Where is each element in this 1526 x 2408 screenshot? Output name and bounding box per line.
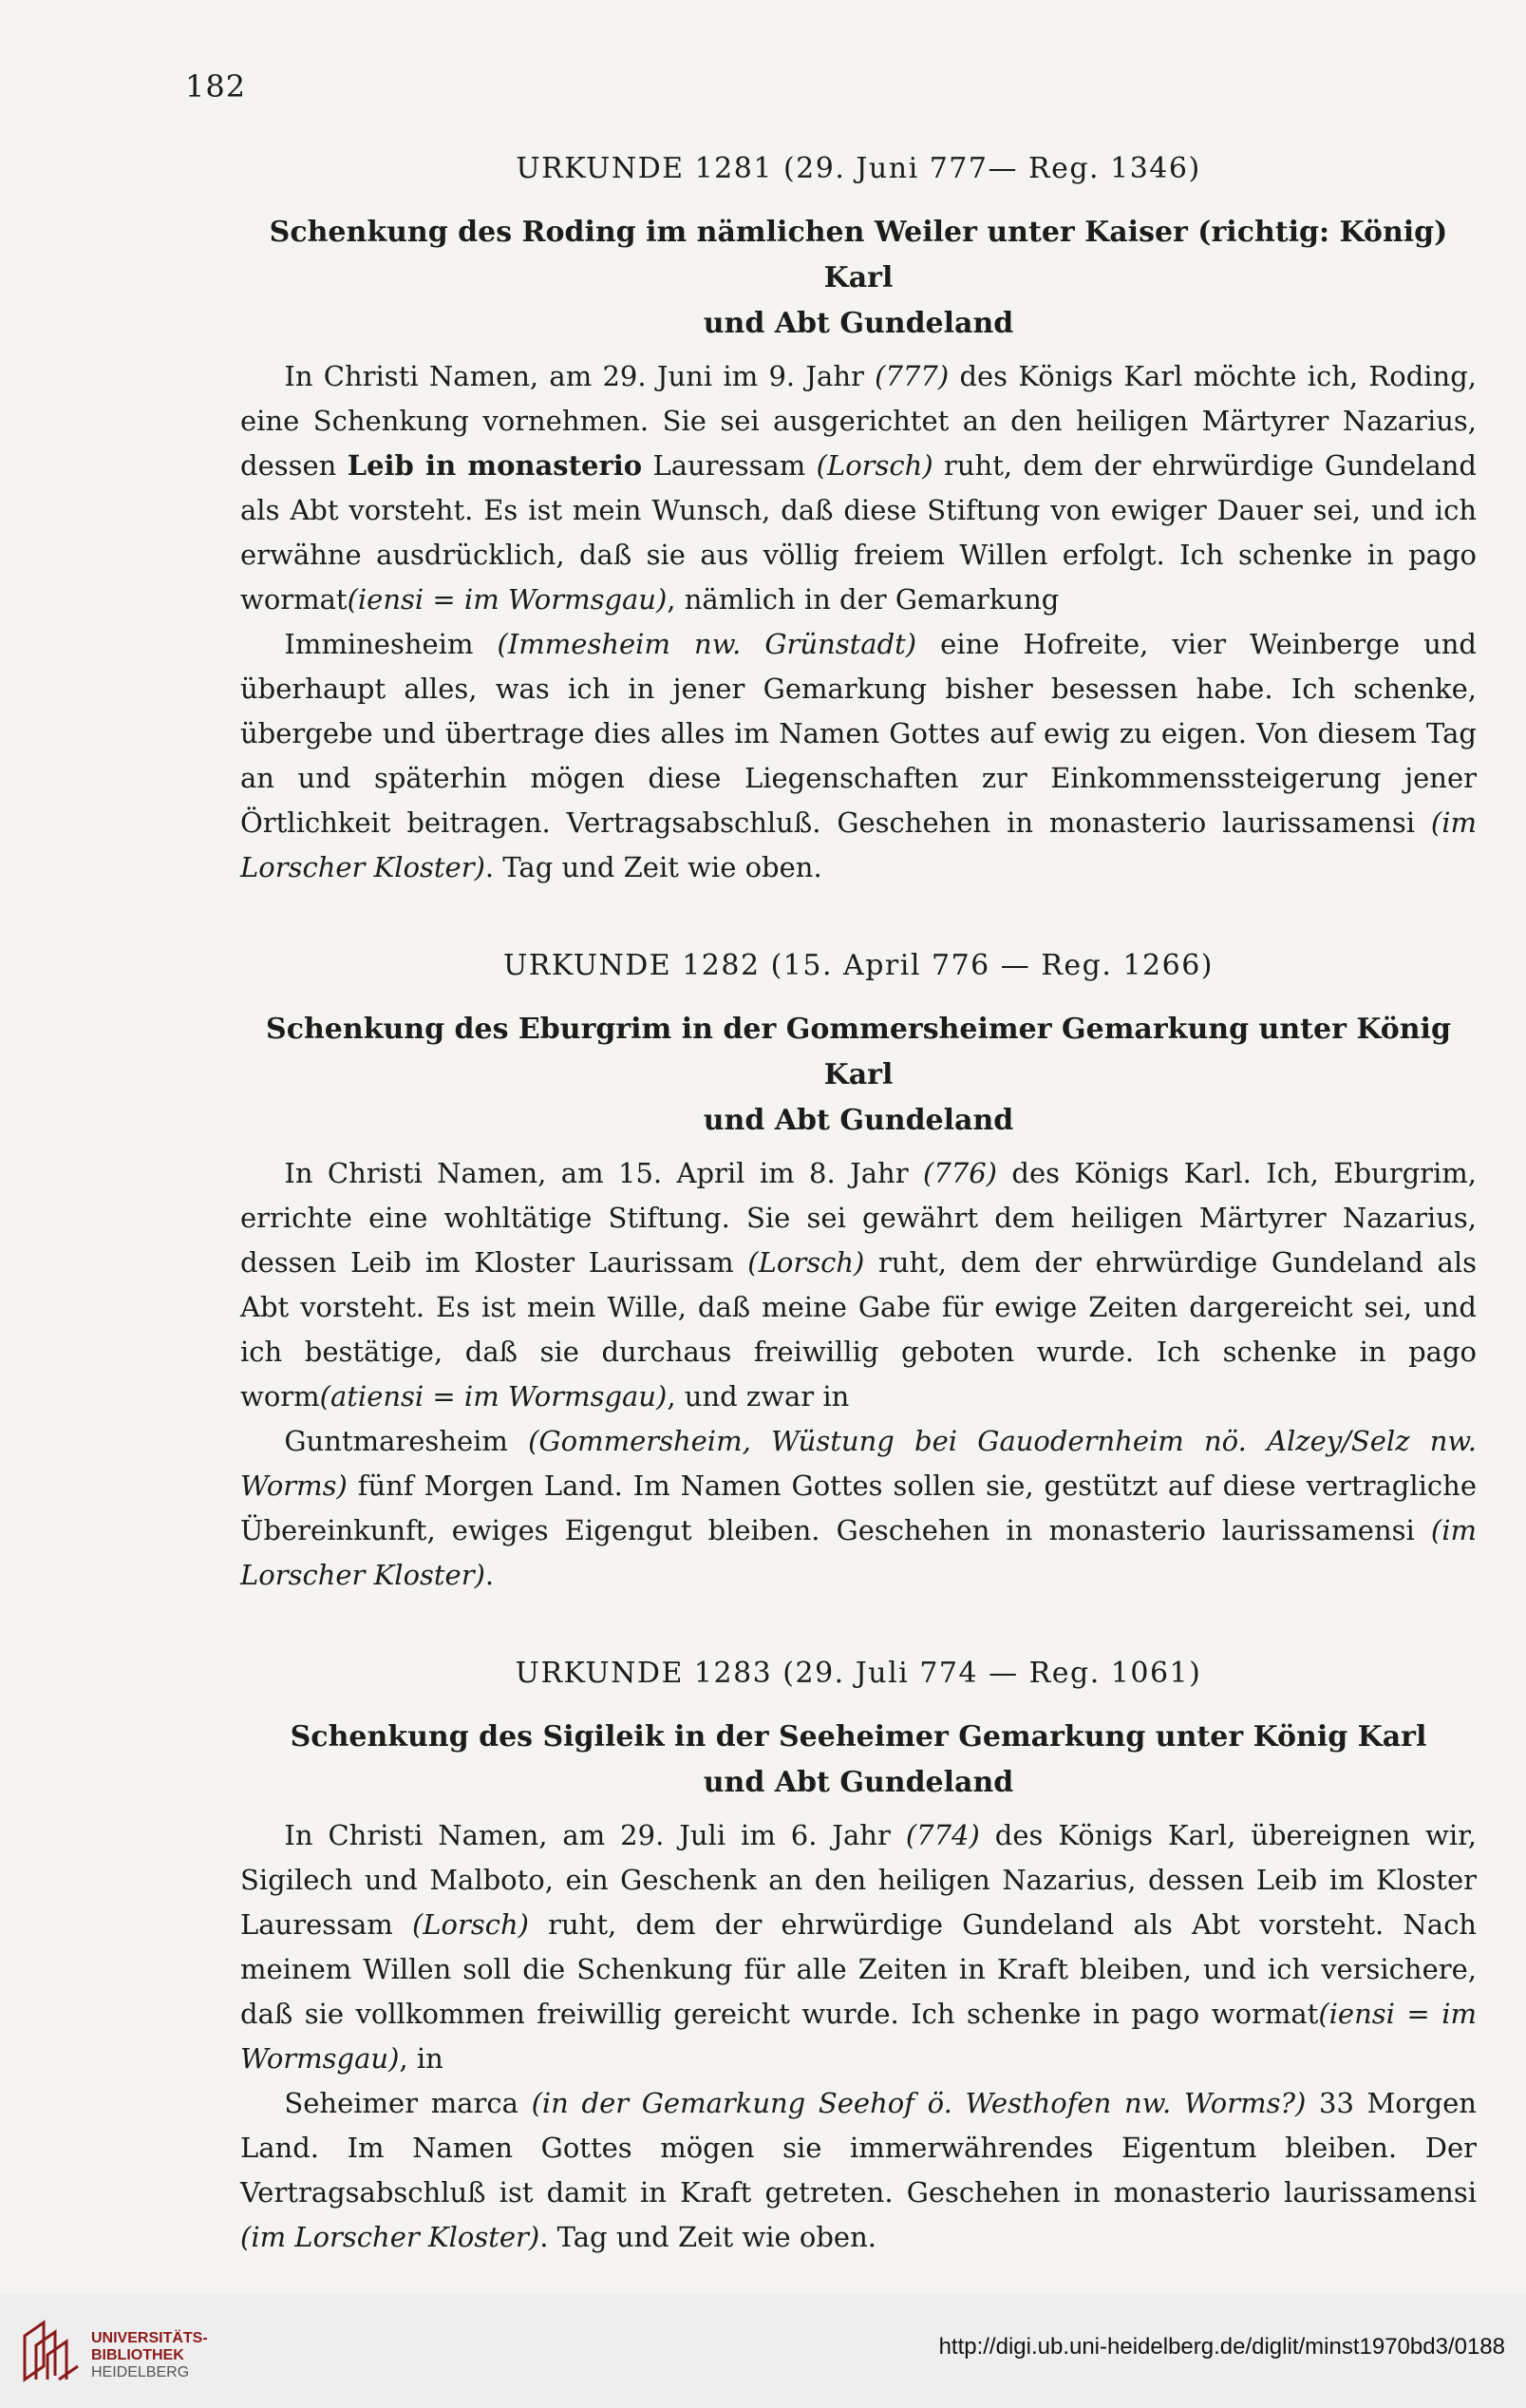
text-run: des Königs Karl möchte ich, Roding, eine Schenkung vornehmen. Sie sei ausgerichtet an den heiligen Märtyrer Nazarius, dessen <box>240 360 1477 482</box>
document-subtitle-line: Schenkung des Eburgrim in der Gommersheimer Gemarkung unter König Karl <box>266 1013 1451 1091</box>
paragraph <box>240 622 1477 890</box>
page-number: 182 <box>185 68 247 104</box>
footer-bar <box>0 2294 1526 2408</box>
paragraph <box>240 2081 1477 2260</box>
italic-text: (atiensi = im Wormsgau) <box>319 1380 668 1413</box>
document-subtitle <box>240 1007 1477 1144</box>
italic-text: (im Lorscher Kloster) <box>240 1514 1477 1591</box>
document-title: URKUNDE 1282 (15. April 776 — Reg. 1266) <box>502 949 1214 982</box>
italic-text: (iensi = im Wormsgau) <box>347 583 668 616</box>
text-run: fünf Morgen Land. Im Namen Gottes sollen sie, gestützt auf diese vertragliche Übereinkunft, ewiges Eigengut bleiben. Geschehen in monasterio laurissamensi <box>240 1469 1477 1546</box>
text-run: Lauressam <box>642 449 817 482</box>
document-subtitle-line: Schenkung des Sigileik in der Seeheimer Gemarkung unter König Karl <box>290 1720 1427 1754</box>
italic-text: (777) <box>875 360 950 392</box>
paragraph <box>240 1419 1477 1598</box>
italic-text: (Lorsch) <box>816 449 933 482</box>
italic-text: (iensi = im Wormsgau) <box>240 1998 1477 2075</box>
italic-text: (im Lorscher Kloster) <box>240 806 1477 883</box>
paragraph <box>240 1813 1477 2081</box>
document-title: URKUNDE 1283 (29. Juli 774 — Reg. 1061) <box>515 1657 1202 1690</box>
library-logo-icon[interactable] <box>19 2317 84 2385</box>
text-run: . <box>484 1559 495 1591</box>
text-run: In Christi Namen, am 15. April im 8. Jahr <box>284 1157 923 1189</box>
text-run: 33 Morgen Land. Im Namen Gottes mögen sie immerwährendes Eigentum bleiben. Der Vertragsabschluß ist damit in Kraft getreten. Geschehen in monasterio laurissamensi <box>240 2087 1477 2209</box>
library-name-line: HEIDELBERG <box>91 2364 190 2380</box>
library-name <box>91 2330 208 2381</box>
text-run: ruht, dem der ehrwürdige Gundeland als Abt vorsteht. Es ist mein Wille, daß meine Gabe für ewige Zeiten dargereicht sei, und ich bestätige, daß sie durchaus freiwillig geboten wurde. Ich schenke in pago worm <box>240 1246 1477 1413</box>
text-run: des Königs Karl, übereignen wir, Sigilech und Malboto, ein Geschenk an den heiligen Nazarius, dessen Leib im Kloster Lauressam <box>240 1819 1478 1941</box>
text-run: ruht, dem der ehrwürdige Gundeland als Abt vorsteht. Nach meinem Willen soll die Schenkung für alle Zeiten in Kraft bleiben, und ich versichere, daß sie vollkommen freiwillig gereicht wurde. Ich schenke in pago wormat <box>240 1908 1477 2030</box>
document-subtitle-line: und Abt Gundeland <box>703 1104 1014 1137</box>
library-name-line: UNIVERSITÄTS- <box>91 2330 208 2346</box>
text-run: In Christi Namen, am 29. Juli im 6. Jahr <box>284 1819 906 1851</box>
italic-text: (Lorsch) <box>411 1908 529 1941</box>
document-subtitle <box>240 1715 1477 1806</box>
paragraph <box>240 354 1477 622</box>
document-subtitle <box>240 210 1477 347</box>
source-url-link[interactable]: http://digi.ub.uni-heidelberg.de/diglit/minst1970bd3/0188 <box>938 2334 1505 2360</box>
italic-text: (in der Gemarkung Seehof ö. Westhofen nw. Worms?) <box>531 2087 1307 2119</box>
italic-text: (776) <box>923 1157 997 1189</box>
text-run: Guntmaresheim <box>284 1425 529 1457</box>
italic-text: (Lorsch) <box>747 1246 865 1279</box>
document-1281 <box>240 152 1477 890</box>
italic-text: (im Lorscher Kloster) <box>240 2221 540 2253</box>
text-run: . Tag und Zeit wie oben. <box>484 851 822 883</box>
text-run: . Tag und Zeit wie oben. <box>539 2221 876 2253</box>
italic-text: (Gommersheim, Wüstung bei Gauodernheim nö. Alzey/Selz nw. Worms) <box>240 1425 1477 1502</box>
document-subtitle-line: und Abt Gundeland <box>703 1766 1014 1799</box>
text-run: , nämlich in der Gemarkung <box>667 583 1060 616</box>
text-run: , in <box>399 2042 443 2075</box>
text-run: eine Hofreite, vier Weinberge und überhaupt alles, was ich in jener Gemarkung bisher besessen habe. Ich schenke, übergebe und übertrage dies alles im Namen Gottes auf ewig zu eigen. Von diesem Tag an und späterhin mögen diese Liegenschaften zur Einkommenssteigerung jener Örtlichkeit beitragen. Vertragsabschluß. Geschehen in monasterio laurissamensi <box>240 628 1477 839</box>
document-title: URKUNDE 1281 (29. Juni 777— Reg. 1346) <box>516 152 1201 185</box>
paragraph <box>240 1151 1477 1419</box>
text-run: , und zwar in <box>667 1380 850 1413</box>
bold-text: Leib in monasterio <box>347 449 643 482</box>
text-run: des Königs Karl. Ich, Eburgrim, errichte eine wohltätige Stiftung. Sie sei gewährt dem heiligen Märtyrer Nazarius, dessen Leib im Kloster Laurissam <box>240 1157 1477 1279</box>
document-1282 <box>240 949 1477 1598</box>
document-subtitle-line: und Abt Gundeland <box>703 307 1014 340</box>
page-content <box>240 152 1477 2319</box>
italic-text: (774) <box>905 1819 980 1851</box>
text-run: In Christi Namen, am 29. Juni im 9. Jahr <box>284 360 876 392</box>
text-run: Seheimer marca <box>284 2087 532 2119</box>
document-1283 <box>240 1657 1477 2260</box>
text-run: Imminesheim <box>284 628 498 660</box>
text-run: ruht, dem der ehrwürdige Gundeland als Abt vorsteht. Es ist mein Wunsch, daß diese Stiftung von ewiger Dauer sei, und ich erwähne ausdrücklich, daß sie aus völlig freiem Willen erfolgt. Ich schenke in pago wormat <box>240 449 1477 616</box>
library-name-line: BIBLIOTHEK <box>91 2347 184 2363</box>
document-subtitle-line: Schenkung des Roding im nämlichen Weiler unter Kaiser (richtig: König) Karl <box>269 216 1448 294</box>
italic-text: (Immesheim nw. Grünstadt) <box>497 628 917 660</box>
